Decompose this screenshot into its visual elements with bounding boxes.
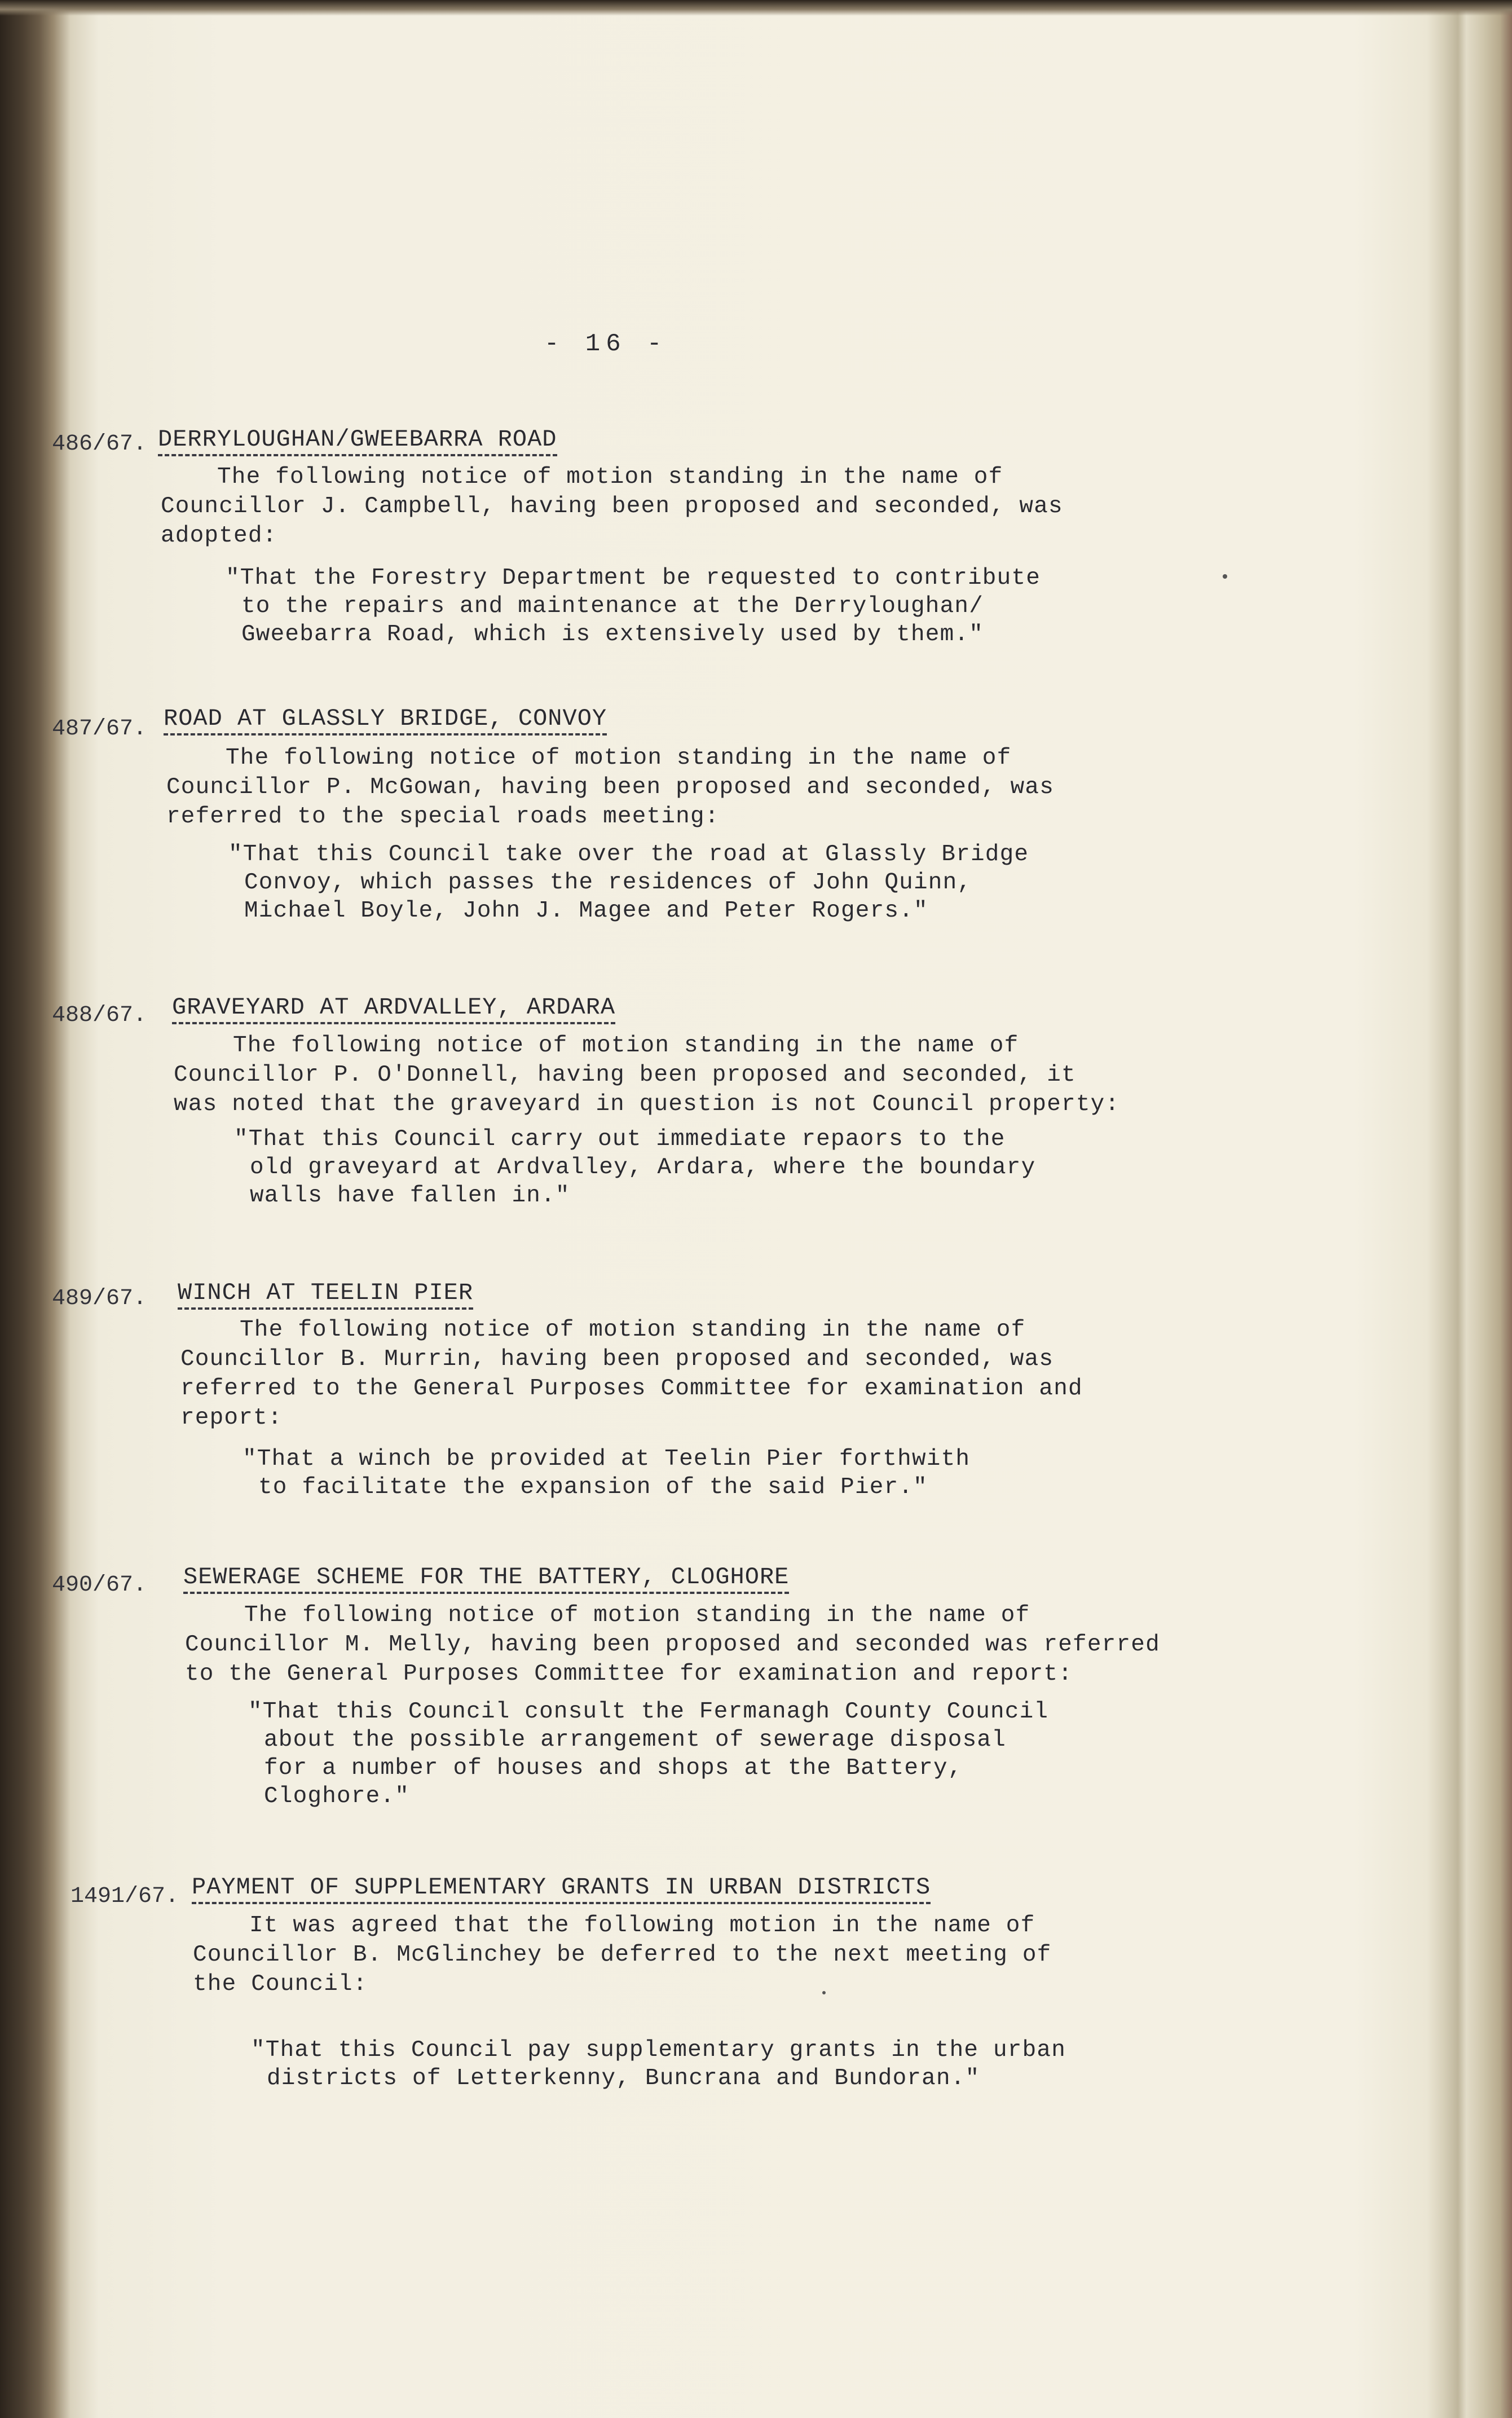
quote-line: "That this Council take over the road at Glassly Bridge <box>228 842 1029 867</box>
motion-quote <box>226 564 1172 649</box>
body-line: Councillor P. McGowan, having been proposed and seconded, was <box>166 774 1055 800</box>
quote-line: "That this Council consult the Fermanagh County Council <box>248 1699 1049 1725</box>
minute-ref: 488/67. <box>52 1003 147 1028</box>
minute-ref: 487/67. <box>52 716 147 742</box>
body-line: adopted: <box>161 523 277 549</box>
body-line: Councillor B. Murrin, having been proposed and seconded, was <box>180 1346 1054 1372</box>
quote-line: old graveyard at Ardvalley, Ardara, where the boundary <box>250 1155 1036 1181</box>
body-line: referred to the special roads meeting: <box>166 804 720 830</box>
quote-line: Cloghore." <box>264 1783 410 1809</box>
quote-line: "That this Council carry out immediate repaors to the <box>234 1126 1006 1152</box>
motion-quote <box>243 1445 1189 1501</box>
minute-ref: 489/67. <box>52 1286 147 1311</box>
quote-line: districts of Letterkenny, Buncrana and Bundoran." <box>267 2065 980 2091</box>
minute-ref: 486/67. <box>52 431 147 457</box>
motion-quote <box>248 1698 1194 1811</box>
body-line: report: <box>180 1405 283 1431</box>
quote-line: "That this Council pay supplementary grants in the urban <box>251 2037 1066 2063</box>
motion-quote <box>228 840 1175 925</box>
body-line: to the General Purposes Committee for examination and report: <box>185 1661 1073 1687</box>
minute-body <box>166 743 1227 831</box>
body-line: The following notice of motion standing in the name of <box>226 745 1012 771</box>
minute-heading: SEWERAGE SCHEME FOR THE BATTERY, CLOGHORE <box>183 1563 789 1594</box>
body-line: the Council: <box>193 1971 368 1997</box>
body-line: Councillor P. O'Donnell, having been proposed and seconded, it <box>174 1062 1076 1088</box>
minute-heading: WINCH AT TEELIN PIER <box>178 1279 473 1310</box>
minute-ref: 490/67. <box>52 1573 147 1598</box>
minute-heading: DERRYLOUGHAN/GWEEBARRA ROAD <box>158 426 557 456</box>
body-line: Councillor B. McGlinchey be deferred to the next meeting of <box>193 1942 1052 1968</box>
body-line: was noted that the graveyard in question is not Council property: <box>174 1091 1120 1117</box>
body-line: referred to the General Purposes Committee for examination and <box>180 1376 1083 1402</box>
minute-body <box>174 1031 1234 1119</box>
body-line: It was agreed that the following motion in the name of <box>249 1913 1035 1939</box>
minute-ref: 1491/67. <box>70 1884 179 1909</box>
quote-line: "That a winch be provided at Teelin Pier forthwith <box>243 1446 971 1472</box>
minute-heading: PAYMENT OF SUPPLEMENTARY GRANTS IN URBAN DISTRICTS <box>192 1874 931 1904</box>
quote-line: about the possible arrangement of sewerage disposal <box>264 1727 1007 1753</box>
body-line: The following notice of motion standing in the name of <box>240 1317 1026 1343</box>
motion-quote <box>234 1125 1180 1210</box>
quote-line: Michael Boyle, John J. Magee and Peter Rogers." <box>244 898 928 924</box>
minute-body <box>185 1601 1245 1689</box>
quote-line: Gweebarra Road, which is extensively used by them." <box>241 622 984 648</box>
ink-speck <box>822 1991 826 1994</box>
quote-line: to the repairs and maintenance at the Derryloughan/ <box>241 593 984 619</box>
body-line: Councillor M. Melly, having been proposed and seconded was referred <box>185 1632 1160 1658</box>
body-line: The following notice of motion standing in the name of <box>233 1033 1019 1059</box>
minute-body <box>193 1911 1253 1999</box>
minute-body <box>161 463 1221 550</box>
quote-line: for a number of houses and shops at the Battery, <box>264 1755 963 1781</box>
body-line: The following notice of motion standing in the name of <box>217 464 1003 490</box>
motion-quote <box>251 2036 1197 2093</box>
body-line: The following notice of motion standing in the name of <box>244 1602 1030 1628</box>
quote-line: Convoy, which passes the residences of John Quinn, <box>244 870 972 896</box>
minute-body <box>180 1315 1241 1433</box>
minute-heading: ROAD AT GLASSLY BRIDGE, CONVOY <box>164 705 607 735</box>
body-line: Councillor J. Campbell, having been proposed and seconded, was <box>161 494 1063 519</box>
quote-line: to facilitate the expansion of the said Pier." <box>258 1474 928 1500</box>
quote-line: walls have fallen in." <box>250 1183 570 1209</box>
page-number: - 16 - <box>544 330 668 358</box>
quote-line: "That the Forestry Department be requested to contribute <box>226 565 1041 591</box>
ink-speck <box>1223 574 1227 579</box>
minute-heading: GRAVEYARD AT ARDVALLEY, ARDARA <box>172 994 615 1024</box>
